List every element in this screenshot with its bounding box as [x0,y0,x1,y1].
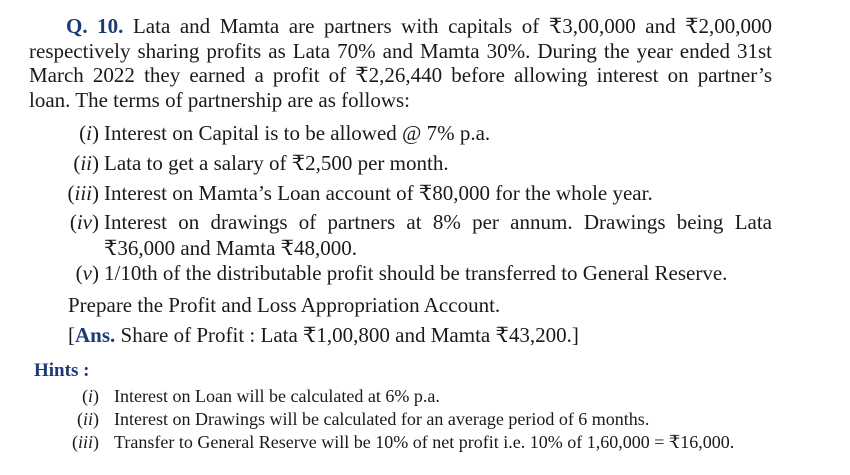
hint-label-3: (iii) [71,432,99,452]
term-item-1 [79,121,491,145]
term-text-2: Lata to get a salary of ₹2,500 per month. [104,151,449,175]
term-item-4-continuation: ₹36,000 and Mamta ₹48,000. [104,236,358,260]
term-item-4 [69,210,772,234]
term-label-5: (v) [75,261,99,285]
question-line-1 [29,14,772,39]
hint-label-1: (i) [81,386,99,406]
question-number: Q. 10. [66,14,124,38]
term-label-1: (i) [79,121,99,145]
hint-text-2: Interest on Drawings will be calculated for an average period of 6 months. [114,409,650,429]
term-text-5: 1/10th of the distributable profit should be transferred to General Reserve. [104,261,728,285]
question-line-4: loan. The terms of partnership are as follows: [29,87,411,112]
term-item-2 [73,151,449,175]
answer-bracket: [ [68,323,75,347]
hints-title: Hints : [34,360,90,381]
term-label-4: (iv) [69,210,99,234]
hint-item-2 [76,408,650,430]
hint-text-1: Interest on Loan will be calculated at 6% p.a. [114,386,440,406]
hint-label-2: (ii) [76,409,99,429]
question-text-1: Lata and Mamta are partners with capitals of ₹3,00,000 and ₹2,00,000 [132,14,773,38]
hint-item-3 [71,431,735,453]
term-text-1: Interest on Capital is to be allowed @ 7% p.a. [104,121,491,145]
term-label-3: (iii) [67,181,99,205]
answer-label: Ans. [75,323,116,347]
term-item-3 [67,181,653,205]
answer-line [68,323,579,347]
hint-text-3: Transfer to General Reserve will be 10% of net profit i.e. 10% of 1,60,000 = ₹16,000. [114,432,735,452]
term-label-2: (ii) [73,151,99,175]
hint-item-1 [81,385,440,407]
question-paragraph [29,14,772,112]
answer-text: Share of Profit : Lata ₹1,00,800 and Mamta ₹43,200.] [120,323,579,347]
instruction-text: Prepare the Profit and Loss Appropriation Account. [68,293,501,317]
term-text-3: Interest on Mamta’s Loan account of ₹80,000 for the whole year. [104,181,653,205]
question-line-3: March 2022 they earned a profit of ₹2,26,440 before allowing interest on partner’s [29,63,772,87]
term-item-5 [75,261,728,285]
question-line-2: respectively sharing profits as Lata 70% and Mamta 30%. During the year ended 31st [29,38,772,63]
term-text-4: Interest on drawings of partners at 8% per annum. Drawings being Lata [104,210,772,234]
